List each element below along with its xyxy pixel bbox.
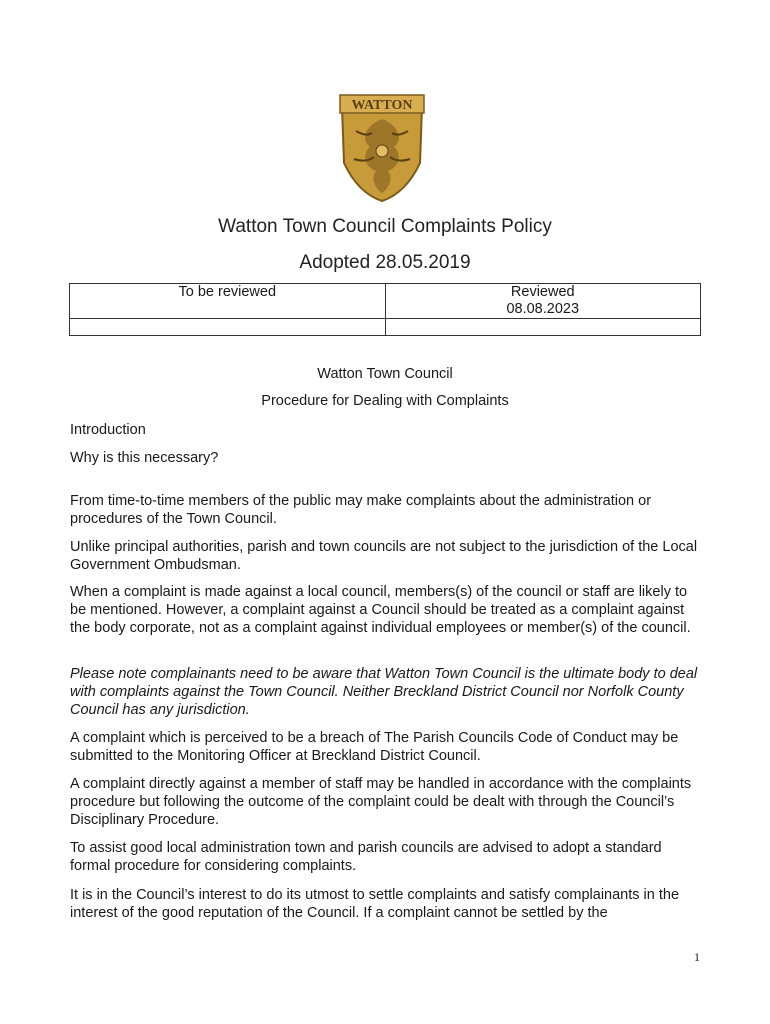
paragraph: To assist good local administration town and parish councils are advised to adopt a standard formal procedure for considering complaints. xyxy=(70,839,662,874)
table-cell-empty xyxy=(70,319,386,336)
document-title: Watton Town Council Complaints Policy xyxy=(218,216,552,237)
table-row xyxy=(70,319,701,336)
procedure-heading: Procedure for Dealing with Complaints xyxy=(261,393,509,409)
why-heading: Why is this necessary? xyxy=(70,450,219,466)
page-number: 1 xyxy=(694,950,700,964)
jurisdiction-note: Please note complainants need to be aware that Watton Town Council is the ultimate body to deal with complaints against the Town Council. Neither Breckland District Council nor Norfolk County Council has any jurisdiction. xyxy=(70,665,698,718)
paragraph: It is in the Council’s interest to do its utmost to settle complaints and satisfy complainants in the interest of the good reputation of the Council. If a complaint cannot be settled by the xyxy=(70,886,680,921)
table-row xyxy=(70,284,701,319)
introduction-heading: Introduction xyxy=(70,422,146,438)
paragraph: When a complaint is made against a local council, members(s) of the council or staff are likely to be mentioned. However, a complaint against a Council should be treated as a complaint against the body corporate, not as a complaint against individual employees or member(s) of the council. xyxy=(70,583,691,636)
paragraph: A complaint which is perceived to be a breach of The Parish Councils Code of Conduct may be submitted to the Monitoring Officer at Breckland District Council. xyxy=(70,729,679,764)
paragraph: From time-to-time members of the public may make complaints about the administration or procedures of the Town Council. xyxy=(70,492,652,527)
crest-logo-text: WATTON xyxy=(351,98,413,113)
paragraph: Unlike principal authorities, parish and town councils are not subject to the jurisdiction of the Local Government Ombudsman. xyxy=(70,538,698,573)
adopted-date: Adopted 28.05.2019 xyxy=(299,252,471,273)
table-cell-to-be-reviewed: To be reviewed xyxy=(70,284,386,319)
watton-crest-icon xyxy=(336,93,428,203)
paragraph: A complaint directly against a member of staff may be handled in accordance with the complaints procedure but following the outcome of the complaint could be dealt with through the Council’s Disciplinary Procedure. xyxy=(70,775,692,828)
review-table xyxy=(69,283,701,336)
table-cell-empty xyxy=(385,319,701,336)
org-heading: Watton Town Council xyxy=(317,366,453,382)
table-cell-reviewed: Reviewed 08.08.2023 xyxy=(385,284,701,319)
